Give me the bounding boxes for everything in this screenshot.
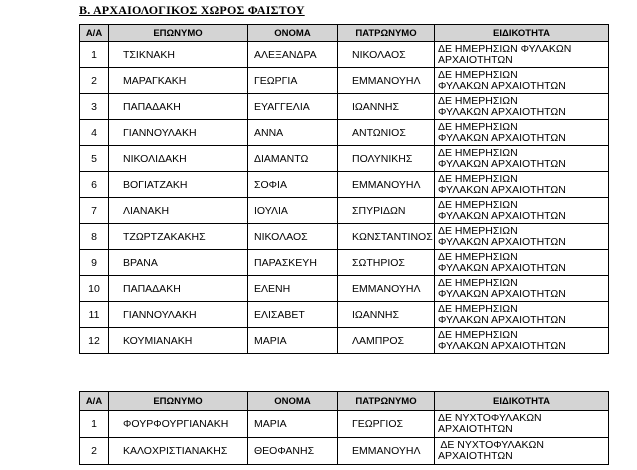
cell-name: ΕΥΑΓΓΕΛΙΑ [248,94,338,120]
cell-name: ΣΟΦΙΑ [248,172,338,198]
specialty-line-2: ΦΥΛΑΚΩΝ ΑΡΧΑΙΟΤΗΤΩΝ [438,183,566,196]
cell-surname: ΝΙΚΟΛΙΔΑΚΗ [109,146,248,172]
cell-specialty [435,302,609,328]
cell-name: ΜΑΡΙΑ [248,328,338,354]
row-number: 6 [80,172,109,198]
specialty-line-2: ΦΥΛΑΚΩΝ ΑΡΧΑΙΟΤΗΤΩΝ [438,339,566,352]
table-row [80,120,609,146]
specialty-line-1: ΔΕ ΗΜΕΡΗΣΙΩΝ [438,120,518,133]
cell-father-name: ΓΕΩΡΓΙΟΣ [338,411,435,438]
table-row [80,276,609,302]
cell-surname: ΒΟΓΙΑΤΖΑΚΗ [109,172,248,198]
cell-specialty [435,146,609,172]
table-row [80,172,609,198]
specialty-line-1: ΔΕ ΗΜΕΡΗΣΙΩΝ [438,198,518,211]
specialty-line-2: ΦΥΛΑΚΩΝ ΑΡΧΑΙΟΤΗΤΩΝ [438,313,566,326]
row-number: 2 [80,438,109,465]
header-aa: Α/Α [80,25,109,42]
cell-specialty [435,276,609,302]
cell-specialty [435,438,609,465]
header-surname: ΕΠΩΝΥΜΟ [109,392,248,411]
cell-specialty [435,94,609,120]
row-number: 12 [80,328,109,354]
cell-father-name: ΙΩΑΝΝΗΣ [338,302,435,328]
section-title: Β. ΑΡΧΑΙΟΛΟΓΙΚΟΣ ΧΩΡΟΣ ΦΑΙΣΤΟΥ [79,3,305,17]
header-surname: ΕΠΩΝΥΜΟ [109,25,248,42]
row-number: 4 [80,120,109,146]
row-number: 2 [80,68,109,94]
cell-surname: ΦΟΥΡΦΟΥΡΓΙΑΝΑΚΗ [109,411,248,438]
specialty-line-2: ΑΡΧΑΙΟΤΗΤΩΝ [438,423,513,435]
cell-specialty [435,328,609,354]
table-row [80,94,609,120]
specialty-line-1: ΔΕ ΗΜΕΡΗΣΙΩΝ [438,250,518,263]
header-father-name: ΠΑΤΡΩΝΥΜΟ [338,392,435,411]
cell-surname: ΜΑΡΑΓΚΑΚΗ [109,68,248,94]
staff-table-night-guards [79,391,609,465]
specialty-line-1: ΔΕ ΗΜΕΡΗΣΙΩΝ [438,172,518,185]
cell-father-name: ΑΝΤΩΝΙΟΣ [338,120,435,146]
cell-father-name: ΕΜΜΑΝΟΥΗΛ [338,68,435,94]
cell-surname: ΤΣΙΚΝΑΚΗ [109,42,248,68]
row-number: 11 [80,302,109,328]
cell-specialty [435,198,609,224]
cell-specialty [435,411,609,438]
cell-specialty [435,250,609,276]
cell-name: ΝΙΚΟΛΑΟΣ [248,224,338,250]
header-name: ΟΝΟΜΑ [248,25,338,42]
header-aa: Α/Α [80,392,109,411]
cell-name: ΙΟΥΛΙΑ [248,198,338,224]
staff-table-day-guards [79,24,609,354]
table-row [80,146,609,172]
specialty-line-1: ΔΕ ΝΥΧΤΟΦΥΛΑΚΩΝ [438,412,542,424]
specialty-line-2: ΑΡΧΑΙΟΤΗΤΩΝ [438,450,513,462]
cell-surname: ΓΙΑΝΝΟΥΛΑΚΗ [109,120,248,146]
specialty-line-1: ΔΕ ΗΜΕΡΗΣΙΩΝ [438,94,518,107]
specialty-line-1: ΔΕ ΗΜΕΡΗΣΙΩΝ ΦΥΛΑΚΩΝ [438,42,572,55]
table-row [80,302,609,328]
header-father-name: ΠΑΤΡΩΝΥΜΟ [338,25,435,42]
specialty-line-1: ΔΕ ΗΜΕΡΗΣΙΩΝ [438,146,518,159]
table-row [80,198,609,224]
table-row [80,328,609,354]
row-number: 1 [80,411,109,438]
row-number: 7 [80,198,109,224]
cell-name: ΠΑΡΑΣΚΕΥΗ [248,250,338,276]
cell-surname: ΤΖΩΡΤΖΑΚΑΚΗΣ [109,224,248,250]
cell-surname: ΛΙΑΝΑΚΗ [109,198,248,224]
cell-father-name: ΚΩΝΣΤΑΝΤΙΝΟΣ [338,224,435,250]
row-number: 1 [80,42,109,68]
specialty-line-2: ΑΡΧΑΙΟΤΗΤΩΝ [438,53,513,66]
row-number: 5 [80,146,109,172]
cell-surname: ΓΙΑΝΝΟΥΛΑΚΗ [109,302,248,328]
specialty-line-2: ΦΥΛΑΚΩΝ ΑΡΧΑΙΟΤΗΤΩΝ [438,261,566,274]
cell-specialty [435,224,609,250]
row-number: 8 [80,224,109,250]
header-name: ΟΝΟΜΑ [248,392,338,411]
specialty-line-1: ΔΕ ΗΜΕΡΗΣΙΩΝ [438,302,518,315]
specialty-line-2: ΦΥΛΑΚΩΝ ΑΡΧΑΙΟΤΗΤΩΝ [438,287,566,300]
cell-name: ΔΙΑΜΑΝΤΩ [248,146,338,172]
specialty-line-1: ΔΕ ΗΜΕΡΗΣΙΩΝ [438,224,518,237]
cell-surname: ΠΑΠΑΔΑΚΗ [109,276,248,302]
cell-name: ΓΕΩΡΓΙΑ [248,68,338,94]
cell-specialty [435,120,609,146]
cell-surname: ΚΟΥΜΙΑΝΑΚΗ [109,328,248,354]
row-number: 10 [80,276,109,302]
cell-surname: ΒΡΑΝΑ [109,250,248,276]
specialty-line-2: ΦΥΛΑΚΩΝ ΑΡΧΑΙΟΤΗΤΩΝ [438,157,566,170]
specialty-line-2: ΦΥΛΑΚΩΝ ΑΡΧΑΙΟΤΗΤΩΝ [438,131,566,144]
table-row [80,68,609,94]
specialty-line-1: ΔΕ ΗΜΕΡΗΣΙΩΝ [438,276,518,289]
cell-father-name: ΕΜΜΑΝΟΥΗΛ [338,276,435,302]
cell-father-name: ΙΩΑΝΝΗΣ [338,94,435,120]
table-header-row [80,25,609,42]
cell-father-name: ΠΟΛΥΝΙΚΗΣ [338,146,435,172]
row-number: 9 [80,250,109,276]
specialty-line-1: ΔΕ ΗΜΕΡΗΣΙΩΝ [438,68,518,81]
table-row [80,224,609,250]
table-header-row [80,392,609,411]
specialty-line-2: ΦΥΛΑΚΩΝ ΑΡΧΑΙΟΤΗΤΩΝ [438,209,566,222]
row-number: 3 [80,94,109,120]
header-specialty: ΕΙΔΙΚΟΤΗΤΑ [435,25,609,42]
cell-surname: ΚΑΛΟΧΡΙΣΤΙΑΝΑΚΗΣ [109,438,248,465]
cell-father-name: ΣΩΤΗΡΙΟΣ [338,250,435,276]
table-row [80,438,609,465]
cell-surname: ΠΑΠΑΔΑΚΗ [109,94,248,120]
cell-specialty [435,42,609,68]
table-row [80,411,609,438]
table-row [80,42,609,68]
cell-father-name: ΕΜΜΑΝΟΥΗΛ [338,438,435,465]
specialty-line-2: ΦΥΛΑΚΩΝ ΑΡΧΑΙΟΤΗΤΩΝ [438,105,566,118]
cell-father-name: ΝΙΚΟΛΑΟΣ [338,42,435,68]
cell-father-name: ΛΑΜΠΡΟΣ [338,328,435,354]
specialty-line-2: ΦΥΛΑΚΩΝ ΑΡΧΑΙΟΤΗΤΩΝ [438,235,566,248]
cell-name: ΑΝΝΑ [248,120,338,146]
cell-specialty [435,68,609,94]
specialty-line-1: ΔΕ ΝΥΧΤΟΦΥΛΑΚΩΝ [438,439,544,451]
cell-father-name: ΕΜΜΑΝΟΥΗΛ [338,172,435,198]
header-specialty: ΕΙΔΙΚΟΤΗΤΑ [435,392,609,411]
table-row [80,250,609,276]
cell-father-name: ΣΠΥΡΙΔΩΝ [338,198,435,224]
cell-specialty [435,172,609,198]
cell-name: ΘΕΟΦΑΝΗΣ [248,438,338,465]
cell-name: ΜΑΡΙΑ [248,411,338,438]
specialty-line-2: ΦΥΛΑΚΩΝ ΑΡΧΑΙΟΤΗΤΩΝ [438,79,566,92]
cell-name: ΕΛΕΝΗ [248,276,338,302]
specialty-line-1: ΔΕ ΗΜΕΡΗΣΙΩΝ [438,328,518,341]
cell-name: ΑΛΕΞΑΝΔΡΑ [248,42,338,68]
cell-name: ΕΛΙΣΑΒΕΤ [248,302,338,328]
